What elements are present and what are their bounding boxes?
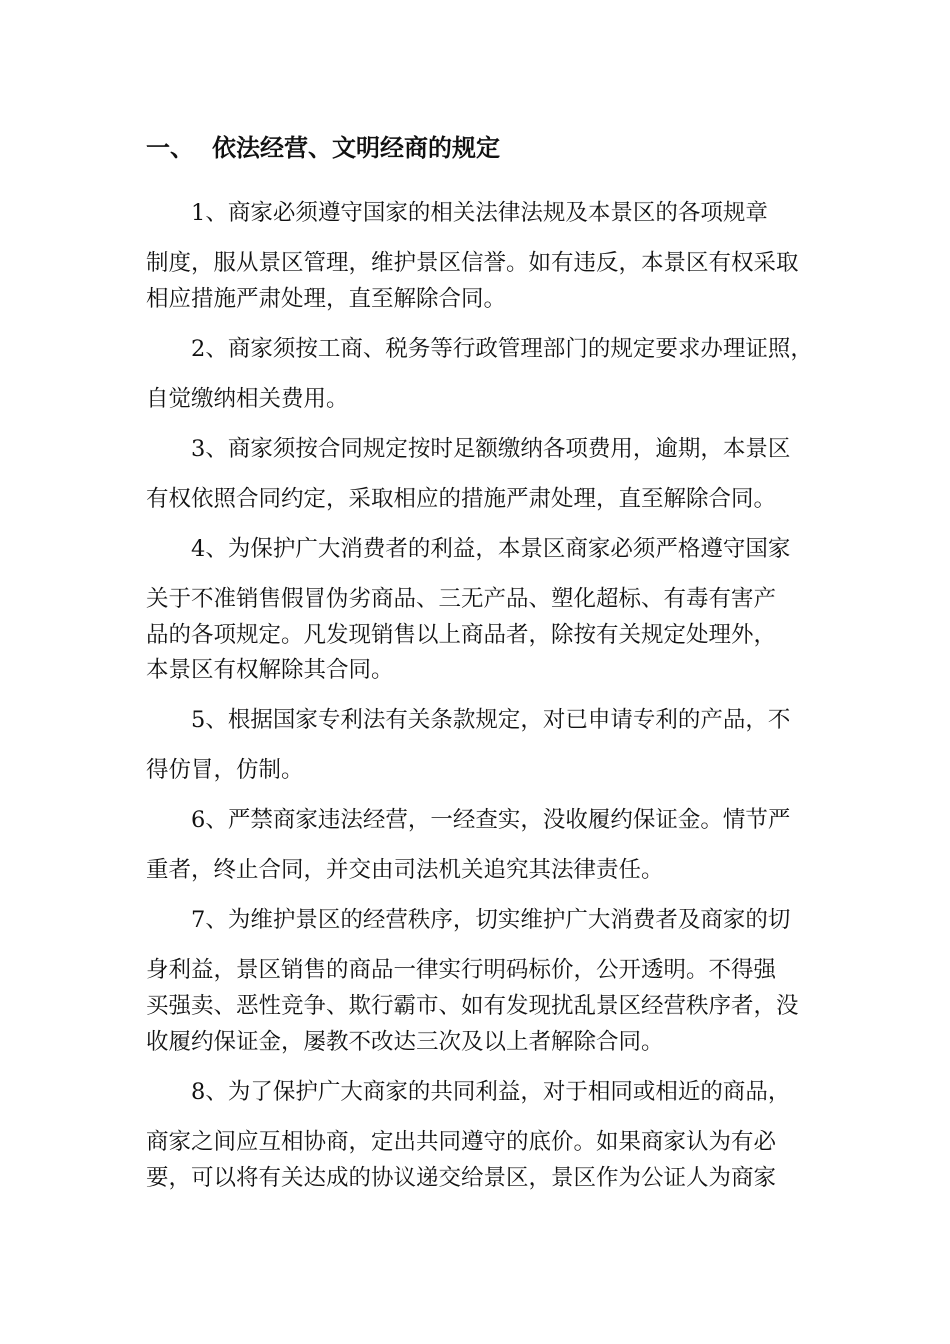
paragraph-8-line-1: 8、为了保护广大商家的共同利益，对于相同或相近的商品， (191, 1079, 791, 1105)
section-title: 依法经营、文明经商的规定 (212, 133, 500, 162)
paragraph-2-line-2: 自觉缴纳相关费用。 (146, 386, 349, 412)
paragraph-7-line-3: 买强卖、恶性竞争、欺行霸市、如有发现扰乱景区经营秩序者，没 (146, 993, 799, 1019)
paragraph-4-line-2: 关于不准销售假冒伪劣商品、三无产品、塑化超标、有毒有害产 (146, 586, 777, 612)
section-number: 一、 (146, 133, 194, 162)
paragraph-7-line-1: 7、为维护景区的经营秩序，切实维护广大消费者及商家的切 (191, 907, 791, 933)
paragraph-5-line-2: 得仿冒，仿制。 (146, 757, 304, 783)
paragraph-2-line-1: 2、商家须按工商、税务等行政管理部门的规定要求办理证照， (191, 336, 813, 362)
paragraph-8-line-2: 商家之间应互相协商，定出共同遵守的底价。如果商家认为有必 (146, 1129, 777, 1155)
paragraph-4-line-1: 4、为保护广大消费者的利益，本景区商家必须严格遵守国家 (191, 536, 791, 562)
paragraph-3-line-2: 有权依照合同约定，采取相应的措施严肃处理，直至解除合同。 (146, 486, 777, 512)
paragraph-5-line-1: 5、根据国家专利法有关条款规定，对已申请专利的产品，不 (191, 707, 791, 733)
paragraph-1-line-1: 1、商家必须遵守国家的相关法律法规及本景区的各项规章 (191, 200, 768, 226)
paragraph-4-line-4: 本景区有权解除其合同。 (146, 657, 394, 683)
section-heading (146, 130, 500, 166)
paragraph-3-line-1: 3、商家须按合同规定按时足额缴纳各项费用，逾期，本景区 (191, 436, 791, 462)
paragraph-8-line-3: 要，可以将有关达成的协议递交给景区，景区作为公证人为商家 (146, 1165, 777, 1191)
paragraph-7-line-4: 收履约保证金，屡教不改达三次及以上者解除合同。 (146, 1029, 664, 1055)
paragraph-7-line-2: 身利益，景区销售的商品一律实行明码标价，公开透明。不得强 (146, 957, 777, 983)
paragraph-4-line-3: 品的各项规定。凡发现销售以上商品者，除按有关规定处理外， (146, 622, 777, 648)
paragraph-6-line-1: 6、严禁商家违法经营，一经查实，没收履约保证金。情节严 (191, 807, 791, 833)
paragraph-6-line-2: 重者，终止合同，并交由司法机关追究其法律责任。 (146, 857, 664, 883)
paragraph-1-line-2: 制度，服从景区管理，维护景区信誉。如有违反，本景区有权采取 (146, 250, 799, 276)
paragraph-1-line-3: 相应措施严肃处理，直至解除合同。 (146, 286, 507, 312)
